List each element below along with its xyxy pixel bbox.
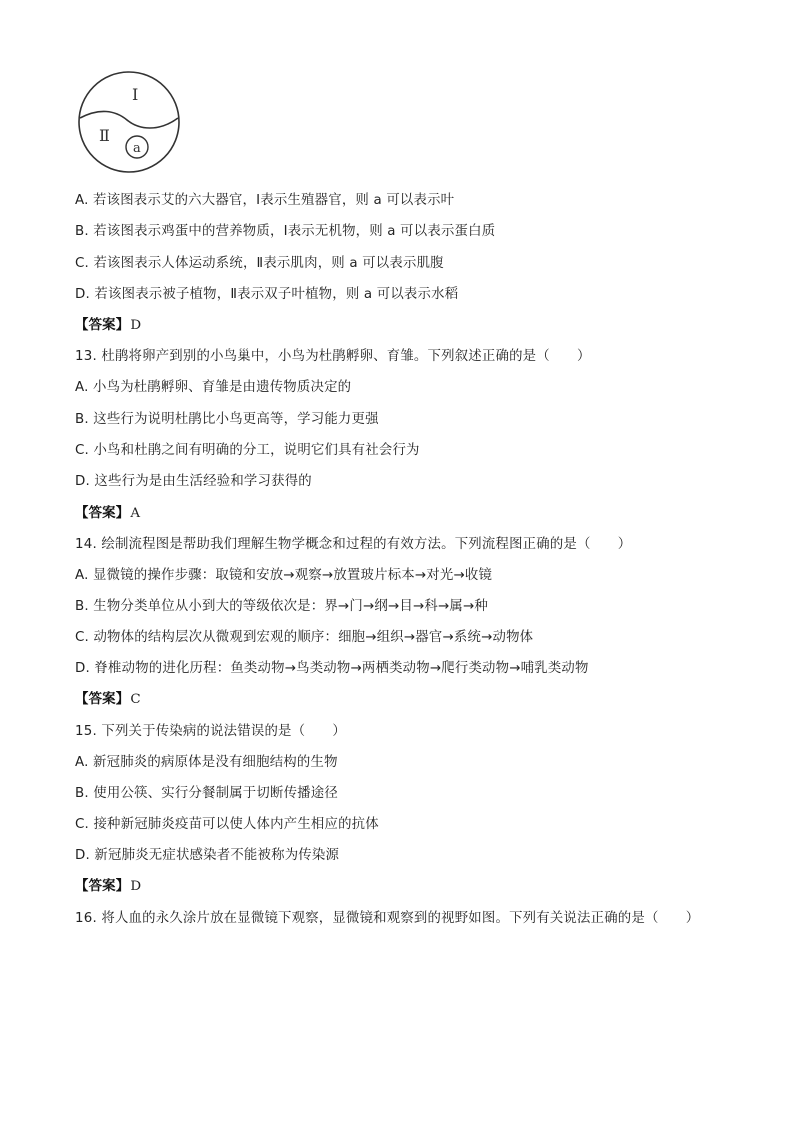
q13-option-a: A. 小鸟为杜鹃孵卵、育雏是由遗传物质决定的 [75,380,352,395]
q14-option-d: D. 脊椎动物的进化历程：鱼类动物→鸟类动物→两栖类动物→爬行类动物→哺乳类动物 [75,661,589,676]
answer-value: D [130,879,142,894]
q16-stem: 16. 将人血的永久涂片放在显微镜下观察，显微镜和观察到的视野如图。下列有关说法正确的是（ ） [75,911,700,926]
q15-option-d: D. 新冠肺炎无症状感染者不能被称为传染源 [75,848,340,863]
q12-option-a: A. 若该图表示艾的六大器官，Ⅰ表示生殖器官，则 a 可以表示叶 [75,193,455,208]
venn-diagram-figure [77,70,181,174]
q15-option-c: C. 接种新冠肺炎疫苗可以使人体内产生相应的抗体 [75,817,379,832]
q13-answer [75,505,140,523]
q14-answer [75,691,141,709]
answer-label: 【答案】 [75,506,130,521]
q14-option-b: B. 生物分类单位从小到大的等级依次是：界→门→纲→目→科→属→种 [75,599,488,614]
q12-option-b: B. 若该图表示鸡蛋中的营养物质，Ⅰ表示无机物，则 a 可以表示蛋白质 [75,224,496,239]
region-2-label: Ⅱ [99,126,110,145]
q12-answer [75,317,141,335]
circle-diagram [77,70,181,174]
q13-option-c: C. 小鸟和杜鹃之间有明确的分工，说明它们具有社会行为 [75,443,420,458]
q14-option-a: A. 显微镜的操作步骤：取镜和安放→观察→放置玻片标本→对光→收镜 [75,568,493,583]
q15-answer [75,878,141,896]
answer-label: 【答案】 [75,692,130,707]
answer-value: A [130,506,141,521]
q14-option-c: C. 动物体的结构层次从微观到宏观的顺序：细胞→组织→器官→系统→动物体 [75,630,534,645]
circle-a-label: a [133,141,141,156]
answer-value: C [130,692,141,707]
q15-stem: 15. 下列关于传染病的说法错误的是（ ） [75,724,346,739]
q13-stem: 13. 杜鹃将卵产到别的小鸟巢中，小鸟为杜鹃孵卵、育雏。下列叙述正确的是（ ） [75,349,591,364]
q12-option-c: C. 若该图表示人体运动系统，Ⅱ表示肌肉，则 a 可以表示肌腹 [75,256,444,271]
region-1-label: Ⅰ [132,85,139,104]
answer-label: 【答案】 [75,318,130,333]
wavy-divider [80,111,178,128]
q14-stem: 14. 绘制流程图是帮助我们理解生物学概念和过程的有效方法。下列流程图正确的是（ ） [75,537,632,552]
q13-option-b: B. 这些行为说明杜鹃比小鸟更高等，学习能力更强 [75,412,379,427]
q15-option-b: B. 使用公筷、实行分餐制属于切断传播途径 [75,786,338,801]
q15-option-a: A. 新冠肺炎的病原体是没有细胞结构的生物 [75,755,338,770]
q12-option-d: D. 若该图表示被子植物，Ⅱ表示双子叶植物，则 a 可以表示水稻 [75,287,459,302]
answer-value: D [130,318,142,333]
q13-option-d: D. 这些行为是由生活经验和学习获得的 [75,474,312,489]
answer-label: 【答案】 [75,879,130,894]
